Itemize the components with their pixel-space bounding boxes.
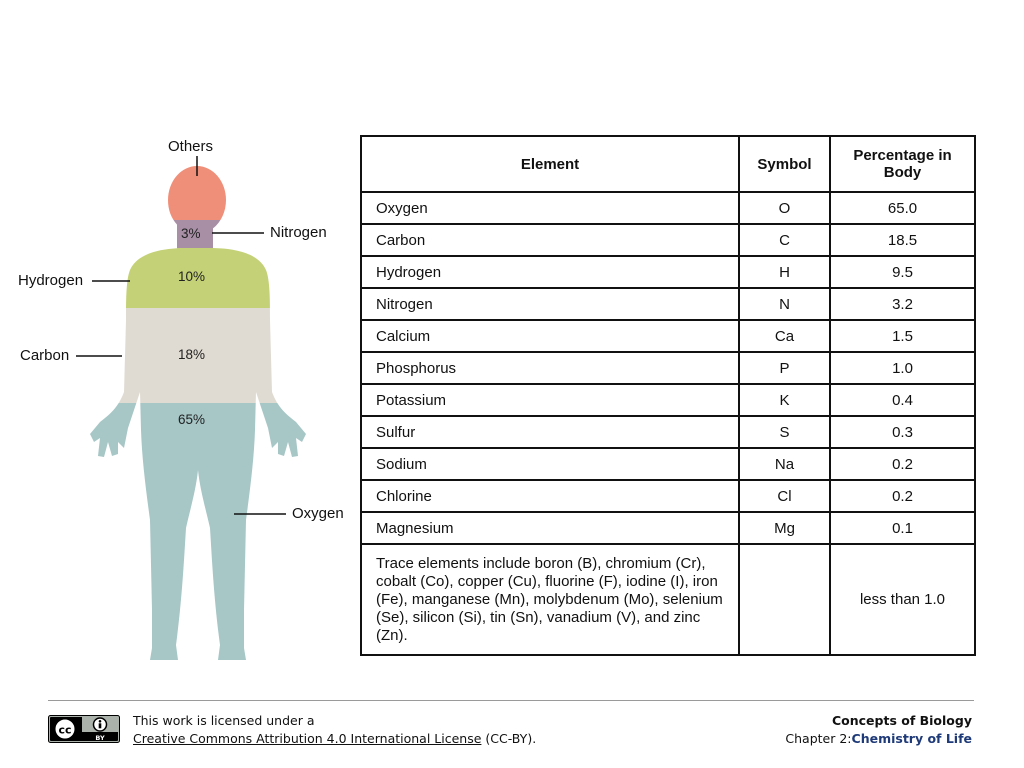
cell-element: Hydrogen xyxy=(361,256,739,288)
element-composition-table xyxy=(360,135,976,656)
cell-element: Magnesium xyxy=(361,512,739,544)
label-others: Others xyxy=(168,138,214,155)
cell-percentage: 0.2 xyxy=(830,448,975,480)
cell-symbol: H xyxy=(739,256,830,288)
cell-symbol: C xyxy=(739,224,830,256)
cell-element: Chlorine xyxy=(361,480,739,512)
license-line1: This work is licensed under a xyxy=(133,713,315,728)
table-row xyxy=(361,192,975,224)
body-composition-figure xyxy=(0,130,360,675)
cell-percentage: 65.0 xyxy=(830,192,975,224)
cell-symbol: S xyxy=(739,416,830,448)
footer-divider xyxy=(48,700,974,701)
table-header-row xyxy=(361,136,975,192)
cell-element: Calcium xyxy=(361,320,739,352)
trace-elements-row xyxy=(361,544,975,655)
table-row xyxy=(361,224,975,256)
human-body-silhouette xyxy=(0,130,360,675)
table-row xyxy=(361,384,975,416)
cell-element: Carbon xyxy=(361,224,739,256)
table-row xyxy=(361,448,975,480)
book-credit xyxy=(785,712,972,748)
license-notice xyxy=(133,712,536,748)
chapter-prefix: Chapter 2: xyxy=(785,731,852,746)
header-element: Element xyxy=(361,136,739,192)
cell-symbol: N xyxy=(739,288,830,320)
cell-element: Phosphorus xyxy=(361,352,739,384)
cell-percentage: 0.3 xyxy=(830,416,975,448)
percent-hydrogen: 10% xyxy=(178,269,206,284)
cell-trace-percentage: less than 1.0 xyxy=(830,544,975,655)
percent-oxygen: 65% xyxy=(178,412,206,427)
table-row xyxy=(361,480,975,512)
cell-trace-elements: Trace elements include boron (B), chromium (Cr), cobalt (Co), copper (Cu), fluorine (F), iodine (I), iron (Fe), manganese (Mn), molybdenum (Mo), selenium (Se), silicon (Si), tin (Sn), vanadium (V), and zinc (Zn). xyxy=(361,544,739,655)
cell-element: Nitrogen xyxy=(361,288,739,320)
license-line2 xyxy=(133,730,536,748)
cell-percentage: 0.4 xyxy=(830,384,975,416)
book-title: Concepts of Biology xyxy=(831,713,972,728)
cell-percentage: 0.2 xyxy=(830,480,975,512)
percent-carbon: 18% xyxy=(178,347,206,362)
cell-percentage: 18.5 xyxy=(830,224,975,256)
chapter-line xyxy=(785,730,972,748)
cc-by-badge-icon[interactable] xyxy=(48,715,120,743)
cell-symbol: Na xyxy=(739,448,830,480)
table-row xyxy=(361,320,975,352)
cell-percentage: 0.1 xyxy=(830,512,975,544)
cell-percentage: 3.2 xyxy=(830,288,975,320)
cell-symbol: O xyxy=(739,192,830,224)
table-row xyxy=(361,352,975,384)
label-nitrogen: Nitrogen xyxy=(270,224,327,241)
cell-element: Sulfur xyxy=(361,416,739,448)
cell-percentage: 1.0 xyxy=(830,352,975,384)
cell-symbol: Mg xyxy=(739,512,830,544)
header-symbol: Symbol xyxy=(739,136,830,192)
license-suffix: (CC-BY). xyxy=(481,731,537,746)
cell-trace-symbol xyxy=(739,544,830,655)
cell-symbol: K xyxy=(739,384,830,416)
table-row xyxy=(361,416,975,448)
cell-symbol: Ca xyxy=(739,320,830,352)
cell-percentage: 9.5 xyxy=(830,256,975,288)
cell-symbol: P xyxy=(739,352,830,384)
license-link[interactable]: Creative Commons Attribution 4.0 International License xyxy=(133,731,482,746)
cell-element: Sodium xyxy=(361,448,739,480)
label-oxygen: Oxygen xyxy=(292,505,344,522)
cell-percentage: 1.5 xyxy=(830,320,975,352)
table-row xyxy=(361,288,975,320)
table-row xyxy=(361,512,975,544)
label-hydrogen: Hydrogen xyxy=(18,272,84,289)
svg-text:cc: cc xyxy=(58,723,72,737)
header-percentage: Percentage in Body xyxy=(830,136,975,192)
label-carbon: Carbon xyxy=(20,347,70,364)
percent-nitrogen: 3% xyxy=(181,226,201,241)
cell-symbol: Cl xyxy=(739,480,830,512)
table-row xyxy=(361,256,975,288)
cell-element: Potassium xyxy=(361,384,739,416)
region-oxygen xyxy=(0,403,360,675)
cell-element: Oxygen xyxy=(361,192,739,224)
cc-badge-text: BY xyxy=(95,734,105,742)
chapter-name-link[interactable]: Chemistry of Life xyxy=(851,731,972,746)
